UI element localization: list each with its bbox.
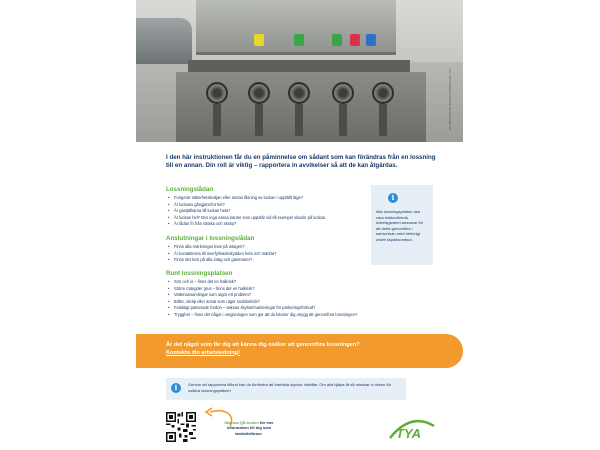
section-title-anslutningar: Anslutningar i lossningslådan — [166, 235, 255, 242]
photo-tag-red — [350, 34, 360, 46]
photo-tag-yellow — [254, 34, 264, 46]
list-item: • Felaktigt parkerade fordon – saknas skyltar/markeringar för parkeringsförbud? — [166, 305, 431, 312]
qr-code-graphic — [166, 412, 196, 442]
photo-control-panel — [196, 0, 396, 55]
qr-code[interactable] — [166, 412, 196, 442]
photo-valve — [288, 82, 310, 104]
header-photo — [136, 0, 463, 142]
list-item: • Fungerar säkerhetskedjan eller annan låsning av luckan i uppfällt läge? — [166, 195, 366, 202]
intro-text: I den här instruktionen får du en påminnelse om sådant som kan förändras från en lossning till en annan. Din roll är viktig – rapportera in avvikelser så att de kan åtgärdas. — [166, 154, 436, 170]
risk-info-box — [371, 185, 433, 265]
photo-valve — [206, 82, 228, 104]
list-item: • Är gastjälkarna till luckan hela? — [166, 208, 366, 215]
photo-valve — [248, 82, 270, 104]
list-item: • Vattenansamlingar som utgör ett problem? — [166, 292, 431, 299]
qr-instruction-highlight: Skanna QR-koden — [224, 420, 259, 425]
photo-tag-blue — [366, 34, 376, 46]
photo-valve — [372, 82, 394, 104]
section-title-runt: Runt lossningsplatsen — [166, 270, 233, 277]
section-list-runt — [166, 279, 431, 318]
contact-banner — [136, 334, 463, 368]
banner-contact-link[interactable]: Kontakta din arbetsledning! — [166, 349, 240, 356]
svg-text:TYA: TYA — [396, 426, 422, 440]
photo-pipe-bar — [188, 60, 410, 72]
qr-instruction — [214, 420, 284, 436]
list-item: • Bråte, skräp eller annat som utgör snubbelrisk? — [166, 299, 431, 306]
list-item: • Är luckan hel? Dvs inga vassa kanter som uppstår vid till exempel skador på luckan. — [166, 215, 366, 222]
photo-stem — [295, 104, 303, 136]
list-item: • Är kontakterna till överfyllnadsskydden hela och märkta? — [166, 251, 366, 258]
instruction-page — [136, 0, 463, 450]
list-item: • Större mängder grus – finns det en halkrisk? — [166, 286, 431, 293]
section-list-lossningsladan — [166, 195, 366, 228]
photo-stem — [339, 104, 347, 136]
risk-info-text: Alla lossningsplatser ska vara riskbedömda. Arbetsgivaren ansvarar för att detta genomförs i samverkan med behörigt utsett skyddsombud. — [376, 209, 424, 242]
list-item: • Är luckans gångjärn/fot hel? — [166, 202, 366, 209]
photo-side-caption: ATL/BPHF/CC/IN 2016/rev 01/2019 Foto: TYA — [448, 68, 452, 130]
list-item: • Finns det lock på alla intag och gasreturer? — [166, 257, 366, 264]
list-item: • Snö och is – finns det en halkrisk? — [166, 279, 431, 286]
info-icon: i — [388, 193, 398, 203]
photo-tag-green — [294, 34, 304, 46]
photo-stem — [379, 104, 387, 136]
list-item: • Finns alla märkningar kvar på intagen? — [166, 244, 366, 251]
section-title-lossningsladan: Lossningslådan — [166, 186, 214, 193]
photo-tag-green-2 — [332, 34, 342, 46]
qr-instruction-rest: för mer information till dig som tankbilsförare. — [226, 420, 274, 436]
list-item: • Trygghet – finns det något i omgivningen som gör att du känner dig otrygg att genomföra lossningen? — [166, 312, 431, 319]
section-list-anslutningar — [166, 244, 366, 264]
photo-valve — [332, 82, 354, 104]
report-info-box — [166, 378, 406, 400]
photo-stem — [255, 104, 263, 136]
photo-stem — [213, 104, 221, 136]
report-info-text: Genom att rapportera tillbud kan du förhindra att framtida olyckor inträffar. Om alla hjälps åt så minskar vi risken för osäkra lossningsplatser! — [188, 382, 392, 393]
banner-question: Är det något som får dig att känna dig osäker att genomföra lossningen? — [166, 342, 360, 348]
info-icon: i — [171, 383, 181, 393]
photo-car — [136, 18, 192, 64]
tya-logo — [386, 418, 436, 440]
tya-logo-mark — [386, 418, 436, 440]
list-item: • Är lådan fri från vätska och skräp? — [166, 221, 366, 228]
